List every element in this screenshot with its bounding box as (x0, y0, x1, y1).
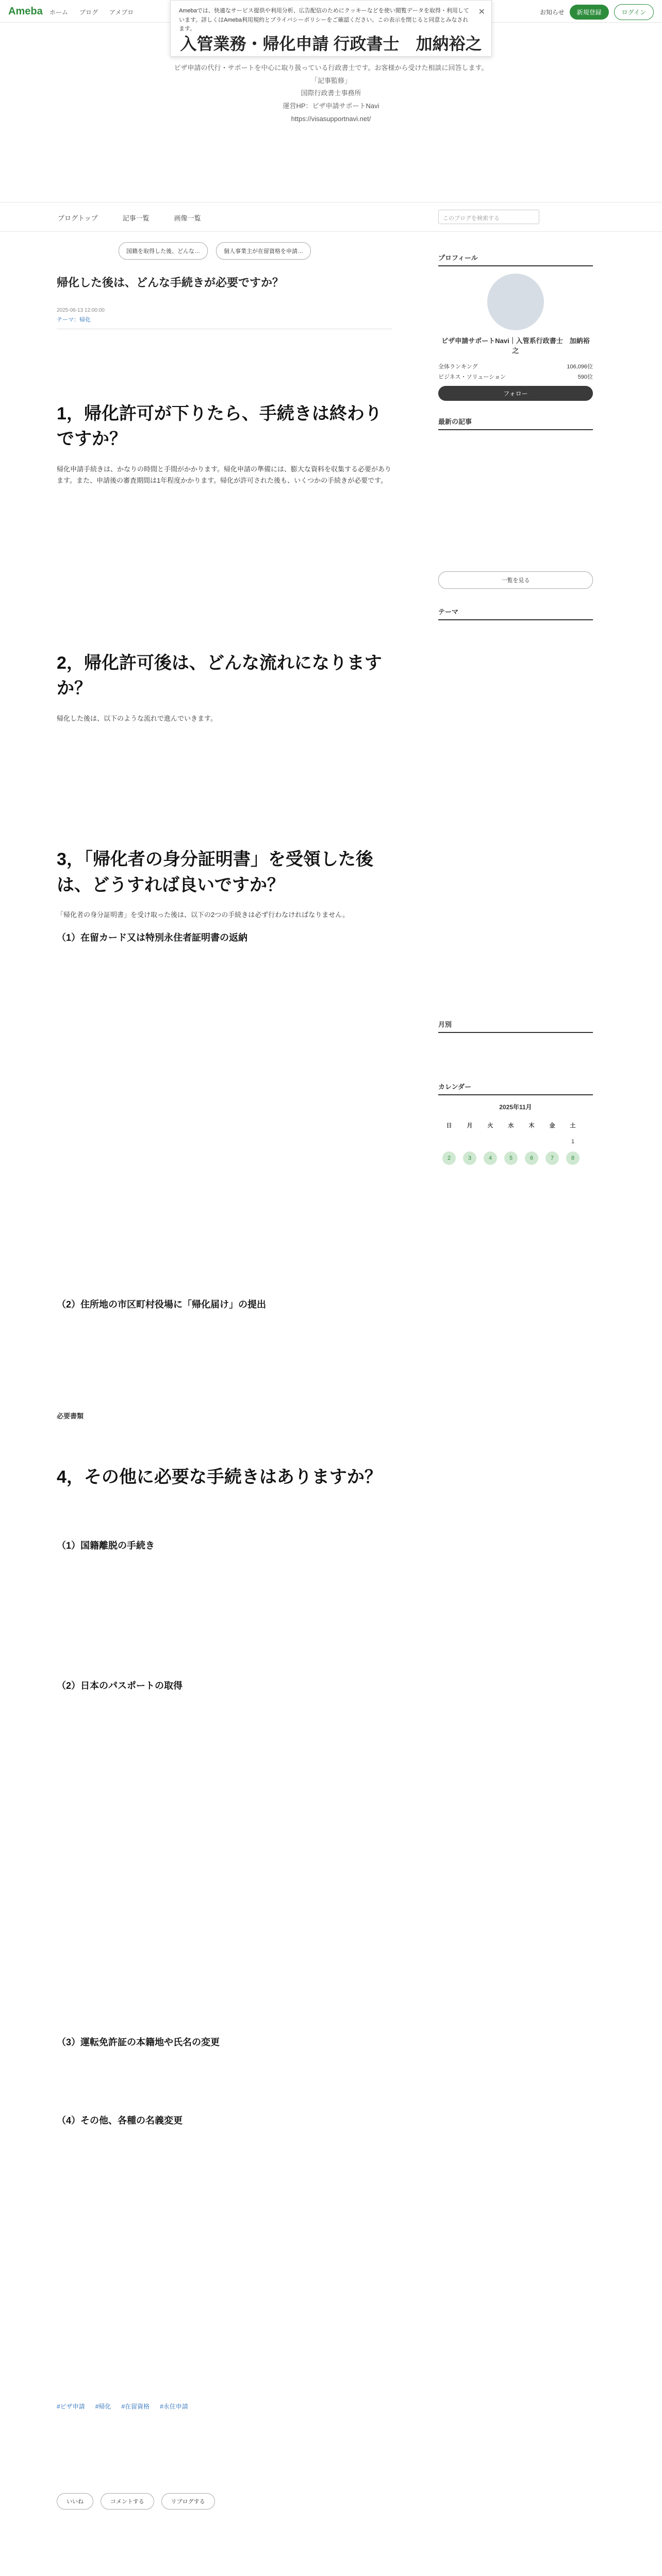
spacer (438, 1040, 593, 1081)
spacer (57, 1559, 392, 1672)
nav-blog[interactable]: ブログ (79, 9, 98, 16)
section-heading-4: 4，その他に必要な手続きはありますか？ (57, 1467, 382, 1487)
paragraph: 帰化した後は、以下のような流れで進んでいきます。 (57, 714, 217, 722)
post-date: 2025-06-13 12:00:00 (57, 308, 105, 313)
spacer (57, 1699, 392, 2029)
nav-home[interactable]: ホーム (49, 9, 69, 16)
calendar-grid: 日 月 火 水 木 金 土 1 2 3 4 5 6 7 8 (438, 1116, 584, 1167)
sub-heading: （2）日本のパスポートの取得 (57, 1681, 183, 1691)
desc-link[interactable]: https://visasupportnavi.net/ (291, 114, 371, 123)
view-all-button[interactable]: 一覧を見る (438, 571, 593, 589)
desc-line: 「記事監修」 (310, 76, 351, 84)
spacer (438, 437, 593, 571)
prev-post-button[interactable]: 国籍を取得した後、どんな… (119, 242, 208, 260)
calendar-day[interactable]: 7 (545, 1151, 559, 1165)
section-heading-3: 3，「帰化者の身分証明書」を受領した後は、どうすれば良いですか？ (57, 850, 373, 895)
spacer (57, 951, 392, 1291)
calendar-heading: カレンダー (438, 1081, 593, 1095)
calendar-day: 1 (571, 1139, 575, 1145)
share-bar (57, 2493, 392, 2510)
paragraph: 「帰化者の身分証明書」を受け取った後は、以下の2つの手続きは必ず行わなければなりません。 (57, 911, 350, 919)
like-button[interactable]: いいね (57, 2493, 93, 2510)
rank-row (438, 372, 593, 381)
hashtag[interactable]: #ビザ申請 (57, 2403, 85, 2411)
calendar-day[interactable]: 3 (463, 1151, 476, 1165)
avatar[interactable] (487, 274, 544, 330)
paragraph: 帰化申請手続きは、かなりの時間と手間がかかります。帰化申請の準備には、膨大な資料を収集する必要があります。また、申請後の審査期間は1年程度かかります。帰化が許可された後も、いくつかの手続きが必要です。 (57, 465, 391, 485)
spacer (57, 1423, 392, 1465)
top-right (540, 4, 654, 20)
top-nav (49, 8, 134, 16)
desc-line: ビザ申請の代行・サポートを中心に取り扱っている行政書士です。お客様から受けた相談に回答します。 (174, 64, 488, 72)
image-list-link[interactable]: 画像一覧 (174, 214, 201, 222)
profile-name[interactable]: ビザ申請サポートNavi｜入管系行政書士 加納裕之 (441, 337, 590, 354)
spacer (57, 1318, 392, 1411)
ameba-logo[interactable]: Ameba (8, 6, 43, 17)
notice-link[interactable]: お知らせ (539, 9, 565, 16)
calendar-day[interactable]: 5 (504, 1151, 518, 1165)
calendar-day[interactable]: 2 (442, 1151, 456, 1165)
hashtags (57, 2402, 392, 2411)
nav-ameblo[interactable]: アメブロ (109, 9, 134, 16)
comment-button[interactable]: コメントする (101, 2493, 154, 2510)
rank-label[interactable]: 全体ランキング (438, 364, 478, 370)
spacer (57, 2411, 392, 2493)
close-icon[interactable]: ✕ (478, 8, 485, 16)
main-content (57, 242, 392, 2510)
post-title: 帰化した後は、どんな手続きが必要ですか？ (57, 276, 284, 289)
sub-heading: （3）運転免許証の本籍地や氏名の変更 (57, 2037, 220, 2048)
hashtag[interactable]: #在留資格 (121, 2403, 150, 2411)
calendar-day[interactable]: 8 (566, 1151, 580, 1165)
desc-line: 運営HP：ビザ申請サポートNavi (283, 102, 379, 110)
sidebar (438, 252, 593, 1167)
rank-value: 106,096位 (567, 364, 593, 370)
spacer (438, 628, 593, 1019)
post-theme[interactable]: テーマ：帰化 (57, 317, 91, 323)
sub-heading: （1）在留カード又は特別永住者証明書の返納 (57, 932, 248, 943)
hashtag[interactable]: #帰化 (95, 2403, 111, 2411)
spacer (57, 2056, 392, 2107)
cookie-text: Amebaでは、快適なサービス提供や利用分析、広告配信のためにクッキーなどを使い閲覧データを取得・利用しています。詳しくはAmeba利用規約とプライバシーポリシーをご確認ください。この表示を閉じると同意とみなされます。 (179, 8, 469, 32)
rank-label[interactable]: ビジネス・ソリューション (438, 374, 506, 380)
rank-value: 590位 (577, 374, 593, 380)
blog-description (0, 62, 662, 125)
theme-heading: テーマ (438, 606, 593, 620)
spacer (57, 1501, 392, 1532)
sub-heading: （1）国籍離脱の手続き (57, 1540, 155, 1551)
sub-heading: （4）その他、各種の名義変更 (57, 2115, 183, 2126)
spacer (57, 496, 392, 651)
needs-heading: 必要書類 (57, 1412, 84, 1420)
calendar-day[interactable]: 4 (484, 1151, 497, 1165)
reblog-button[interactable]: リブログする (161, 2493, 215, 2510)
login-button[interactable]: ログイン (614, 4, 654, 20)
profile-heading: プロフィール (438, 252, 593, 266)
hashtag[interactable]: #永住申請 (160, 2403, 188, 2411)
blog-top-link[interactable]: ブログトップ (58, 214, 98, 222)
section-heading-1: 1，帰化許可が下りたら、手続きは終わりですか？ (57, 404, 382, 449)
article-list-link[interactable]: 記事一覧 (122, 214, 150, 222)
blog-nav (0, 202, 662, 232)
signup-button[interactable]: 新規登録 (570, 5, 609, 20)
section-heading-2: 2，帰化許可後は、どんな流れになりますか？ (57, 653, 382, 699)
rank-row (438, 362, 593, 370)
spacer (57, 2134, 392, 2402)
recent-heading: 最新の記事 (438, 416, 593, 430)
blog-search-input[interactable]: このブログを検索する (438, 210, 539, 224)
desc-line: 国際行政書士事務所 (301, 89, 361, 97)
calendar-month: 2025年11月 (499, 1104, 532, 1111)
follow-button[interactable]: フォロー (438, 386, 593, 401)
archive-heading: 月別 (438, 1019, 593, 1033)
pager-top (119, 242, 392, 260)
calendar-day[interactable]: 6 (525, 1151, 538, 1165)
next-post-button[interactable]: 個人事業主が在留資格を申請… (216, 242, 311, 260)
sub-heading: （2）住所地の市区町村役場に「帰化届け」の提出 (57, 1299, 267, 1310)
blog-title[interactable]: 入管業務・帰化申請 行政書士 加納裕之 (180, 35, 482, 53)
spacer (57, 734, 392, 847)
